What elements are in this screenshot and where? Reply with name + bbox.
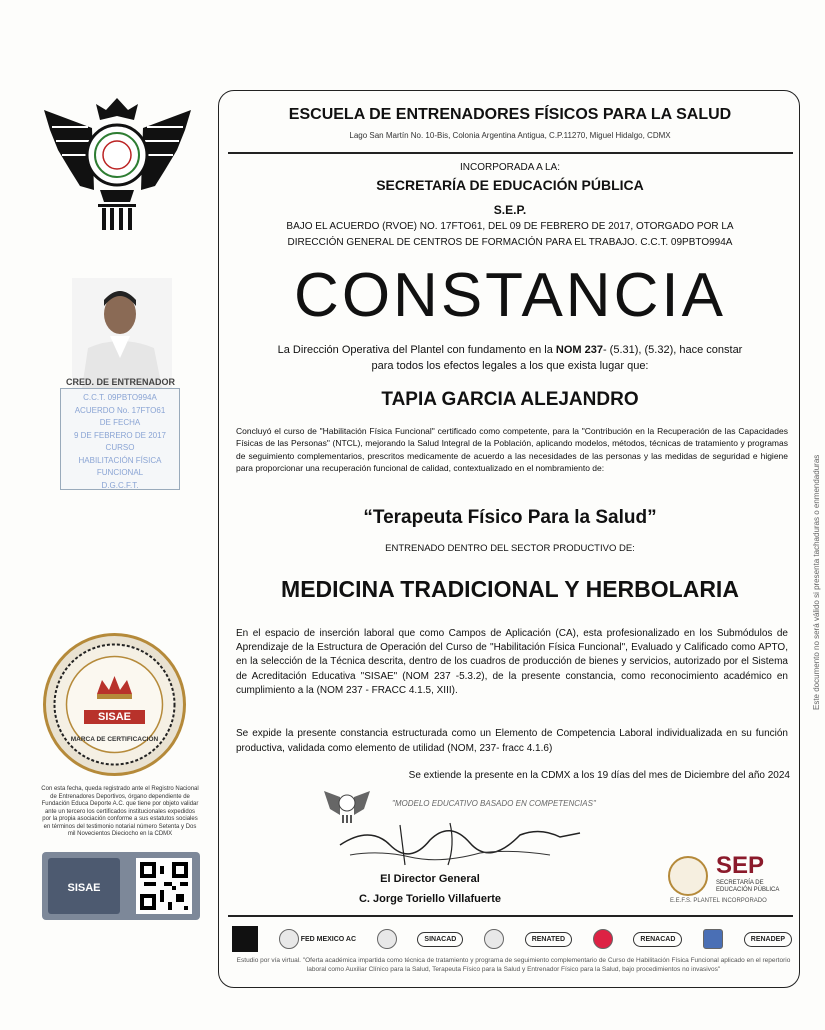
sep-logo-sub2: EDUCACIÓN PÚBLICA [716,887,780,893]
model-text: "MODELO EDUCATIVO BASADO EN COMPETENCIAS" [392,799,596,808]
fed-mexico-icon [279,929,299,949]
sep-acronym: S.E.P. [493,203,527,217]
partner-logos [232,924,792,954]
sisae-card-label: SISAE [67,882,101,894]
intro-text-b: - (5.31), (5.32), hace constar [602,344,743,356]
logo-label: FED MEXICO AC [300,935,357,943]
logo-shield [703,929,723,949]
intro-line-2: para todos los efectos legales a los que exista lugar que: [371,360,649,372]
intro-text-a: La Dirección Operativa del Plantel con fundamento en la [277,344,556,356]
registry-note: Con esta fecha, queda registrado ante el Registro Nacional de Entrenadores Deportivos, órgano dependiente de Fundación Educa Deporte A.C. que tiene por objeto validar ante un tercero los certificados institucionales expedidos por la propia asociación conforme a sus estatutos sociales en términos del testimonio notarial número Setenta y Dos mil Novecientos Dieciocho en la CDMX [41,786,199,837]
agreement-line-1: BAJO EL ACUERDO (RVOE) NO. 17FTO61, DEL 09 DE FEBRERO DE 2017, OTORGADO POR LA [286,221,734,232]
puzzle-icon [232,926,258,952]
appointment-title: “Terapeuta Físico Para la Salud” [363,507,657,528]
school-address: Lago San Martín No. 10-Bis, Colonia Argentina Antigua, C.P.11270, Miguel Hidalgo, CDMX [349,131,671,140]
issue-date: Se extiende la presente en la CDMX a los 19 días del mes de Diciembre del año 2024 [408,770,790,781]
header-divider [228,152,793,154]
sep-shield-icon [668,856,708,896]
sector-name: MEDICINA TRADICIONAL Y HERBOLARIA [281,576,739,602]
logo-label: RENADEP [750,935,785,943]
intro-nom: NOM 237 [555,344,603,356]
stamp-line: D.G.C.F.T. [101,480,139,490]
logo-renated [525,932,572,947]
sep-plantel: E.E.F.S. PLANTEL INCORPORADO [670,898,767,904]
side-validity-note: Este documento no será válido si presenta tachaduras o enmendaduras [812,454,821,710]
incorporated-label: INCORPORADA A LA: [459,162,561,173]
certificate-title: CONSTANCIA [294,261,726,330]
sep-logo-sub1: SECRETARÍA DE [716,880,764,886]
seal-name: SISAE [97,711,131,723]
logo-label: RENATED [531,935,566,943]
logo-fed-mexico [279,929,356,949]
stamp-line: 9 DE FEBRERO DE 2017 [73,430,167,440]
sep-logo [668,852,808,912]
stamp-caption: CRED. DE ENTRENADOR [65,377,175,387]
footer-note: Estudio por vía virtual. "Oferta académica impartida como técnica de tratamiento y programa de seguimiento complementario de Curso de Habilitación Física Funcional aplicado en el repertorio laboral como Auxiliar Clínico para la Salud, Terapeuta Físico para la Salud y Entrenador Físico para la Salud, bajo procedimientos no invasivos" [236,957,791,973]
eagle-emblem [40,90,195,240]
application-fields: En el espacio de inserción laboral que como Campos de Aplicación (CA), esta profesionalizado en los Submódulos de Aprendizaje de la Estructura de Operación del Curso de "Habilitación Física Funcional", Evaluado y Calificado como APTO, en la selección de la Técnica descrita, dentro de los cuadros de producción de bienes y servicios, autorizado por el Sistema de Acreditación Educativa "SISAE" (NOM 237 -5.3.2), de la presente constancia, como reconocimiento académico en cumplimiento a la (NOM 237 - FRACC 4.1.5, XIII). [236,628,788,696]
stamp-line: HABILITACIÓN FÍSICA FUNCIONAL [78,455,162,477]
director-signature [330,815,590,875]
emblem-icon [377,929,397,949]
logo-label: RENACAD [640,935,676,943]
footer-divider [228,915,793,917]
agreement-line-2: DIRECCIÓN GENERAL DE CENTROS DE FORMACIÓN PARA EL TRABAJO. C.C.T. 09PBTO994A [287,237,733,248]
signer-name: C. Jorge Toriello Villafuerte [358,893,502,905]
seal-ribbon: MARCA DE CERTIFICACIÓN [70,736,159,743]
profile-photo [72,278,172,388]
shield-icon [703,929,723,949]
sector-label: ENTRENADO DENTRO DEL SECTOR PRODUCTIVO DE: [385,543,635,554]
credential-stamp [60,388,180,490]
stamp-line: ACUERDO No. 17FTO61 [74,405,166,415]
logo-circle-1 [377,929,397,949]
school-name: ESCUELA DE ENTRENADORES FÍSICOS PARA LA SALUD [288,106,732,123]
competence-statement: Se expide la presente constancia estructurada como un Elemento de Competencia Laboral individualizada en su función productiva, validada como elemento de utilidad (NOM, 237- fracc 4.1.6) [236,728,788,754]
sisae-card-badge [48,858,120,914]
stamp-line: C.C.T. 09PBTO994A [83,393,157,402]
logo-circle-2 [484,929,504,949]
course-description: Concluyó el curso de "Habilitación Física Funcional" certificado como competente, para la "Contribución en la Recuperación de las Capacidades Físicas de las Personas" (NTCL), mejorando la Salud Integral de la Población, aplicando modelos, métodos, técnicas de tratamiento y programas de seguimiento complementarios, prescritos medicamente de acuerdo a las necesidades de las personas y las medidas de seguridad e higiene para proporcionar una recuperación funcional de calidad, contextualizado en el nombramiento de: [236,426,788,473]
recipient-name: TAPIA GARCIA ALEJANDRO [381,389,639,410]
logo-sinacad [417,932,463,947]
logo-circle-3 [593,929,613,949]
stamp-line: DE FECHA [99,418,141,427]
stamp-line: CURSO [105,443,135,452]
logo-label: SINACAD [424,935,457,943]
sisae-seal [42,632,187,777]
sisae-card [42,852,200,920]
intro-line-1 [225,344,795,356]
photo-credential-block [58,270,183,495]
logo-renadep [744,932,792,947]
emblem-icon [484,929,504,949]
sep-logo-text: SEP [716,852,765,879]
logo-renacad [633,932,682,947]
signer-title: El Director General [380,873,480,885]
qr-code[interactable] [136,858,192,914]
secretariat-name: SECRETARÍA DE EDUCACIÓN PÚBLICA [376,177,644,193]
emblem-icon [593,929,613,949]
